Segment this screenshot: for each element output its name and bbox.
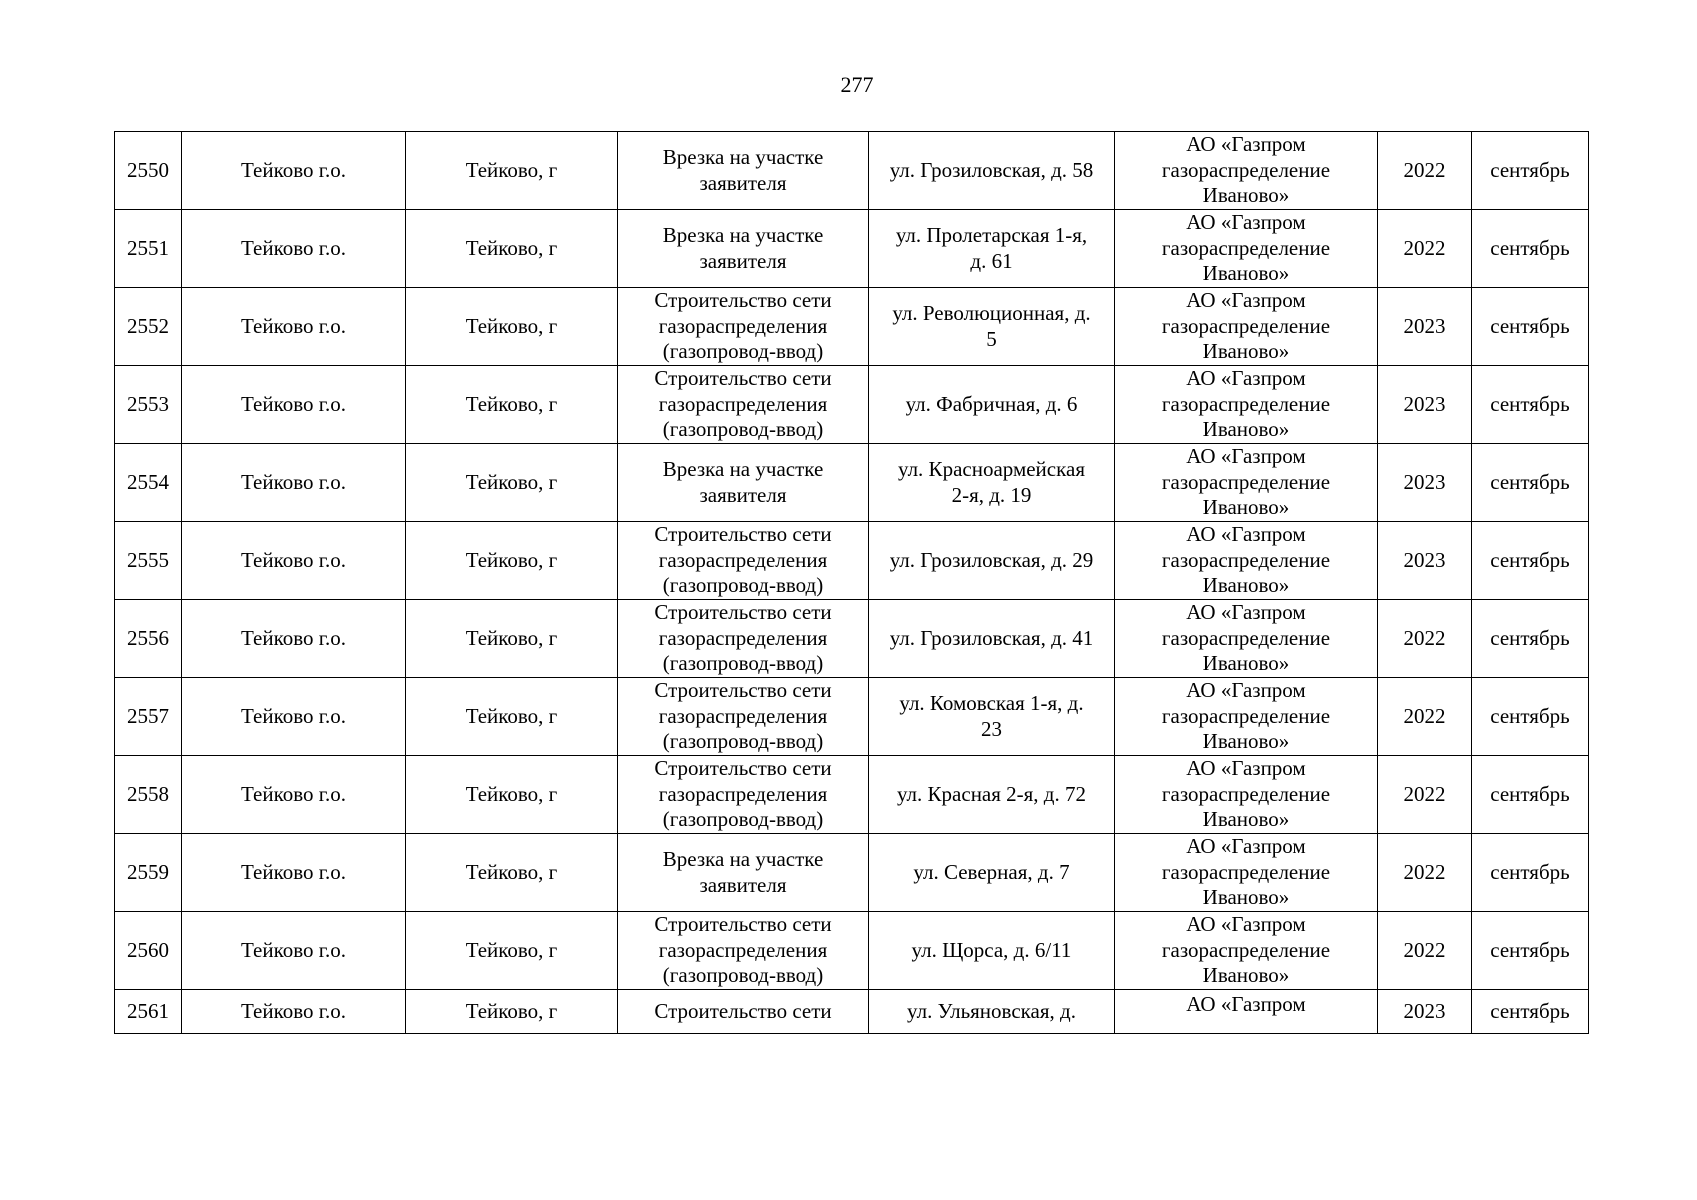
- cell-work: Врезка на участке заявителя: [618, 132, 869, 210]
- cell-org: АО «Газпром газораспределение Иваново»: [1115, 288, 1378, 366]
- cell-org: АО «Газпром газораспределение Иваново»: [1115, 912, 1378, 990]
- cell-district: Тейково г.о.: [182, 756, 406, 834]
- page-number: 277: [840, 72, 874, 97]
- table-row: [115, 678, 1589, 756]
- cell-locality: Тейково, г: [406, 522, 618, 600]
- cell-month: сентябрь: [1472, 444, 1589, 522]
- table-row: [115, 912, 1589, 990]
- cell-num: 2558: [115, 756, 182, 834]
- cell-address: ул. Грозиловская, д. 41: [869, 600, 1115, 678]
- cell-num: 2554: [115, 444, 182, 522]
- cell-work: Строительство сети газораспределения (газопровод-ввод): [618, 912, 869, 990]
- cell-year: 2023: [1378, 522, 1472, 600]
- cell-org: АО «Газпром газораспределение Иваново»: [1115, 210, 1378, 288]
- cell-org: АО «Газпром газораспределение Иваново»: [1115, 756, 1378, 834]
- cell-address: ул. Комовская 1-я, д. 23: [869, 678, 1115, 756]
- cell-org: АО «Газпром газораспределение Иваново»: [1115, 444, 1378, 522]
- cell-work: Врезка на участке заявителя: [618, 444, 869, 522]
- cell-month: сентябрь: [1472, 912, 1589, 990]
- table-row: [115, 132, 1589, 210]
- cell-org: АО «Газпром газораспределение Иваново»: [1115, 522, 1378, 600]
- cell-work: Строительство сети газораспределения (газопровод-ввод): [618, 522, 869, 600]
- cell-year: 2022: [1378, 756, 1472, 834]
- cell-address: ул. Красноармейская 2-я, д. 19: [869, 444, 1115, 522]
- cell-work: Строительство сети газораспределения (газопровод-ввод): [618, 756, 869, 834]
- cell-locality: Тейково, г: [406, 678, 618, 756]
- cell-locality: Тейково, г: [406, 990, 618, 1034]
- cell-org: АО «Газпром газораспределение Иваново»: [1115, 600, 1378, 678]
- cell-address: ул. Ульяновская, д.: [869, 990, 1115, 1034]
- cell-month: сентябрь: [1472, 288, 1589, 366]
- cell-work: Строительство сети: [618, 990, 869, 1034]
- table-row: [115, 990, 1589, 1034]
- table-row: [115, 210, 1589, 288]
- cell-work: Строительство сети газораспределения (газопровод-ввод): [618, 366, 869, 444]
- cell-locality: Тейково, г: [406, 210, 618, 288]
- cell-month: сентябрь: [1472, 132, 1589, 210]
- cell-district: Тейково г.о.: [182, 132, 406, 210]
- cell-district: Тейково г.о.: [182, 522, 406, 600]
- cell-month: сентябрь: [1472, 990, 1589, 1034]
- cell-district: Тейково г.о.: [182, 678, 406, 756]
- cell-work: Строительство сети газораспределения (газопровод-ввод): [618, 288, 869, 366]
- cell-month: сентябрь: [1472, 366, 1589, 444]
- cell-num: 2557: [115, 678, 182, 756]
- cell-district: Тейково г.о.: [182, 210, 406, 288]
- cell-year: 2023: [1378, 444, 1472, 522]
- cell-year: 2022: [1378, 600, 1472, 678]
- cell-locality: Тейково, г: [406, 132, 618, 210]
- cell-locality: Тейково, г: [406, 600, 618, 678]
- cell-year: 2022: [1378, 912, 1472, 990]
- cell-work: Врезка на участке заявителя: [618, 834, 869, 912]
- cell-month: сентябрь: [1472, 756, 1589, 834]
- cell-month: сентябрь: [1472, 678, 1589, 756]
- cell-address: ул. Щорса, д. 6/11: [869, 912, 1115, 990]
- cell-org: АО «Газпром газораспределение Иваново»: [1115, 834, 1378, 912]
- cell-num: 2556: [115, 600, 182, 678]
- cell-org: АО «Газпром газораспределение Иваново»: [1115, 678, 1378, 756]
- table-row: [115, 756, 1589, 834]
- cell-year: 2023: [1378, 990, 1472, 1034]
- gas-connection-table: [114, 131, 1589, 1034]
- table-row: [115, 288, 1589, 366]
- table-row: [115, 834, 1589, 912]
- cell-num: 2561: [115, 990, 182, 1034]
- cell-year: 2022: [1378, 210, 1472, 288]
- cell-district: Тейково г.о.: [182, 288, 406, 366]
- cell-district: Тейково г.о.: [182, 834, 406, 912]
- cell-work: Врезка на участке заявителя: [618, 210, 869, 288]
- cell-year: 2022: [1378, 834, 1472, 912]
- cell-year: 2023: [1378, 366, 1472, 444]
- cell-year: 2023: [1378, 288, 1472, 366]
- cell-district: Тейково г.о.: [182, 990, 406, 1034]
- cell-work: Строительство сети газораспределения (газопровод-ввод): [618, 600, 869, 678]
- cell-month: сентябрь: [1472, 210, 1589, 288]
- cell-org: АО «Газпром: [1115, 990, 1378, 1034]
- table-row: [115, 522, 1589, 600]
- cell-org: АО «Газпром газораспределение Иваново»: [1115, 132, 1378, 210]
- cell-num: 2551: [115, 210, 182, 288]
- cell-district: Тейково г.о.: [182, 366, 406, 444]
- cell-month: сентябрь: [1472, 834, 1589, 912]
- cell-address: ул. Фабричная, д. 6: [869, 366, 1115, 444]
- cell-num: 2555: [115, 522, 182, 600]
- table-row: [115, 366, 1589, 444]
- cell-district: Тейково г.о.: [182, 600, 406, 678]
- cell-locality: Тейково, г: [406, 366, 618, 444]
- cell-locality: Тейково, г: [406, 834, 618, 912]
- cell-work: Строительство сети газораспределения (газопровод-ввод): [618, 678, 869, 756]
- cell-month: сентябрь: [1472, 522, 1589, 600]
- cell-district: Тейково г.о.: [182, 444, 406, 522]
- cell-num: 2553: [115, 366, 182, 444]
- table-row: [115, 444, 1589, 522]
- cell-num: 2560: [115, 912, 182, 990]
- cell-year: 2022: [1378, 132, 1472, 210]
- cell-locality: Тейково, г: [406, 912, 618, 990]
- cell-org: АО «Газпром газораспределение Иваново»: [1115, 366, 1378, 444]
- cell-address: ул. Революционная, д. 5: [869, 288, 1115, 366]
- cell-locality: Тейково, г: [406, 756, 618, 834]
- cell-num: 2559: [115, 834, 182, 912]
- cell-num: 2550: [115, 132, 182, 210]
- cell-address: ул. Грозиловская, д. 58: [869, 132, 1115, 210]
- cell-address: ул. Пролетарская 1-я, д. 61: [869, 210, 1115, 288]
- cell-address: ул. Красная 2-я, д. 72: [869, 756, 1115, 834]
- cell-year: 2022: [1378, 678, 1472, 756]
- cell-district: Тейково г.о.: [182, 912, 406, 990]
- cell-month: сентябрь: [1472, 600, 1589, 678]
- cell-locality: Тейково, г: [406, 444, 618, 522]
- cell-address: ул. Грозиловская, д. 29: [869, 522, 1115, 600]
- table-row: [115, 600, 1589, 678]
- cell-locality: Тейково, г: [406, 288, 618, 366]
- cell-num: 2552: [115, 288, 182, 366]
- table-body: [115, 132, 1589, 1034]
- cell-address: ул. Северная, д. 7: [869, 834, 1115, 912]
